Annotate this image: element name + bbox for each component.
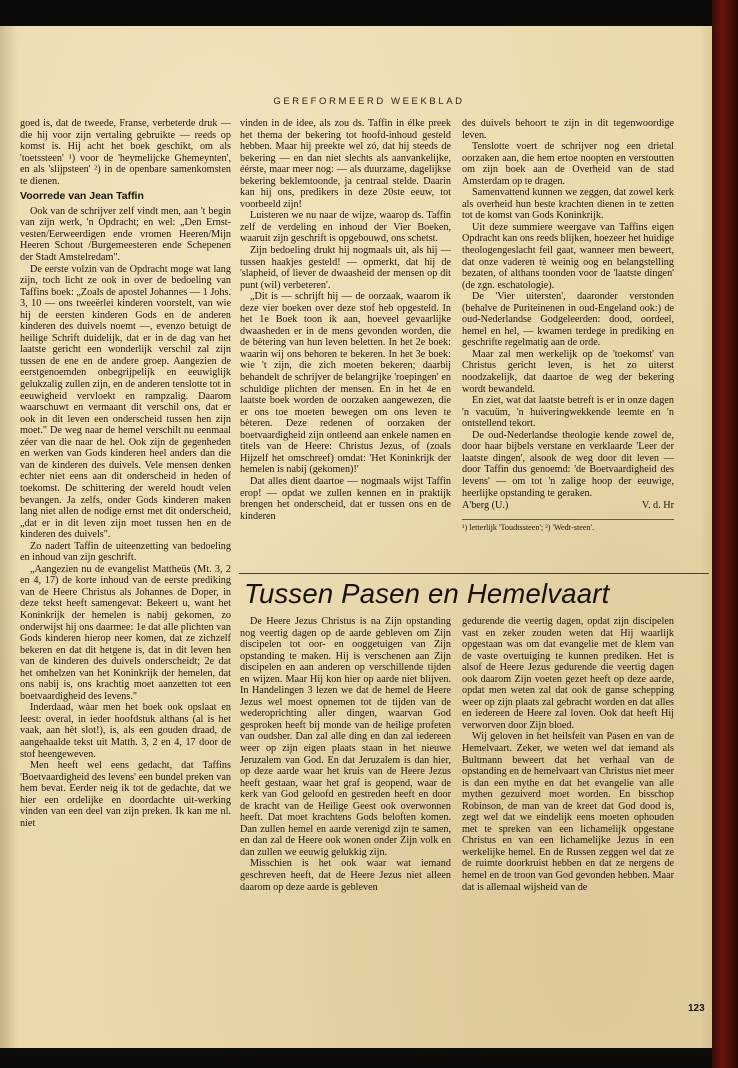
article-divider bbox=[239, 573, 709, 574]
paragraph: Wij geloven in het heilsfeit van Pasen en van de Hemelvaart. Zeker, we weten wel dat iemand als Bultmann beweert dat het verhaal van de opstanding en de hemelvaart van Christus niet meer is dan een mythe en dat het evangelie van alle mythen gezuiverd moet worden. En bisschop Robinson, de man van de kreet dat God dood is, zegt wel dat we eindelijk eens moeten ophouden met te spreken van een lichamelijk opgestane Christus en van een lichamelijke Jezus in een werkelijke hemel. En de Russen zeggen wel dat ze de ruimte doorkruist hebben en dat ze nergens de hemel en de troon van God gevonden hebben. Maar dat is allemaal wijsheid van de bbox=[462, 731, 674, 893]
column-1 bbox=[20, 118, 231, 1003]
signature-place: A'berg (U.) bbox=[462, 500, 509, 512]
article-2-column-right bbox=[462, 616, 674, 1003]
paragraph: Tenslotte voert de schrijver nog een drietal oorzaken aan, die hem ertoe noopten en verstoutten om zijn boek aan de Overheid van de stad Amsterdam op te dragen. bbox=[462, 141, 674, 187]
red-binding-edge bbox=[712, 0, 738, 1068]
paragraph: Inderdaad, wàar men het boek ook opslaat en leest: overal, in ieder hoofdstuk althans (al is het vaak, aan hèt slot!), is, als een gouden draad, de aangehaalde tekst uit Matth. 3, 2 en 4, 17 door de stof heengeweven. bbox=[20, 702, 231, 760]
paragraph: goed is, dat de tweede, Franse, verbeterde druk — die hij voor zijn vertaling gebruikte — reeds op komst is. Hij acht het boek geschikt, om als 'toetssteen' ¹) voor de 'heymelijcke Ghemeynten', en als 'slijpsteen' ²) in de openbare samenkomsten te dienen. bbox=[20, 118, 231, 187]
paragraph: vinden in de idee, als zou ds. Taffin in élke preek het thema der bekering tot hoofd-inhoud gesteld hebben. Maar hij preekte wel zó, dat hij steeds de bekering — en dan niet slechts als aanvankelijke, éérste, maar meer nog: — als duurzame, dagelijkse bekering beklemtoonde, ja centraal stelde. Daarin kan hij ons, predikers in deze 20ste eeuw, tot voorbeeld zijn! bbox=[240, 118, 451, 210]
paragraph: De Heere Jezus Christus is na Zijn opstanding nog veertig dagen op de aarde gebleven om Zijn discipelen tot oor- en ooggetuigen van Zijn opstanding te maken. Hij is verschenen aan Zijn discipelen en aan anderen op verschillende tijden en wijzen. Maar Hij kon hier op aarde niet blijven. In Handelingen 3 lezen we dat de hemel de Heere Jezus wel moest opnemen tot de tijden van de wederoprichting aller dingen, waarvan God gesproken heeft bij monde van de heilige profeten van oudsher. Dan zal alle ding en dan zal iedereen weer op zijn eigen plaats staan in het nieuwe Jeruzalem van God. En dat Jeruzalem is dan hier, op deze aarde waar het kruis van de Heere Jezus heeft gestaan, waar het graf is geopend, waar de kerk van God geloofd en gestreden heeft en door de kracht van de Heilige Geest ook overwonnen heeft. Dat moet krachtens Gods beloften komen. Dan zullen hemel en aarde verenigd zijn te samen, en dan zal de Heere ook wonen onder Zijn volk en dan zullen we eeuwig gelukkig zijn. bbox=[240, 616, 451, 858]
column-2 bbox=[240, 118, 451, 568]
page-number: 123 bbox=[688, 1003, 705, 1014]
paragraph: Ook van de schrijver zelf vindt men, aan 't begin van zijn werk, 'n Opdracht; en wel: „Den Ernst-vesten/Eerweerdigen ende vromen Heeren/Mijn Heeren Schout /Burgemeesteren ende Schepenen der Stadt Amstelredam". bbox=[20, 205, 231, 264]
paragraph: Dat alles dient daartoe — nogmaals wijst Taffin erop! — opdat we zullen kennen en in praktijk brengen het onderscheid, dat er tussen ons en de kinderen bbox=[240, 475, 451, 522]
paragraph: Zo nadert Taffin de uiteenzetting van bedoeling en inhoud van zijn geschrift. bbox=[20, 540, 231, 564]
paragraph: Zijn bedoeling drukt hij nogmaals uit, als hij — tussen haakjes gesteld! — opmerkt, dat hij de 'slapheid, of liever de dwaasheid der mensen op dit punt (wil) verbeteren'. bbox=[240, 245, 451, 291]
paragraph: De oud-Nederlandse theologie kende zowel de, door haar bijbels verstane en verklaarde 'Leer der laatste dingen', alsook de weg door dit leven — door Taffin dus genoemd: 'de Boetvaardigheid des levens' — om tot 'n zalige hoop der eeuwige, heerlijke opstanding te geraken. bbox=[462, 429, 674, 499]
paragraph: des duivels behoort te zijn in dit tegenwoordige leven. bbox=[462, 118, 674, 141]
paragraph: „Dit is — schrijft hij — de oorzaak, waarom ik deze vier boeken over deze stof heb opgesteld. In het 1e Boek toon ik aan, hoeveel gevaarlijke dwaasheden er in de mens gevonden worden, die de bètering van hun leven beletten. In het 2e boek: waarin wij ons behoren te bekeren. In het 3e boek: wie 't zijn, die zich moeten bekeren; daarbij behandelt de schrijver de belangrijke 'roepingen' en schuldige plichten der mensen. En in het 4e en laatste boek worden de oorzaken aangewezen, die er ons toe moeten bewegen om ons leven te bèteren. Deze redenen of oorzaken der boetvaardigheid zijn ontleend aan enkele namen en titels van de Heere: Christus Jezus, of (zoals Hijzelf het omschreef) omdat: 'Het Koninkrijk der hemelen is nabij (gekomen)!' bbox=[240, 291, 451, 476]
article-2-column-left bbox=[240, 616, 451, 1003]
paragraph: En ziet, wat dat laatste betreft is er in onze dagen 'n vacuüm, 'n huiveringwekkende leemte en 'n ontstellend tekort. bbox=[462, 395, 674, 430]
paragraph: gedurende die veertig dagen, opdat zijn discipelen vast en zeker zouden weten dat Hij waarlijk opgestaan was om dat evangelie met de klem van de vaste overtuiging te kunnen prediken. Het is alsof de Heere Jezus gedurende die veertig dagen ook daarom Zijn voeten gezet heeft op deze aarde, opdat men weten zal dat ook de ganse schepping weer op zijn plaats zal gebracht worden en dat alles en iedereen de Heere zal loven. Ook dat heeft Hij verworven door Zijn bloed. bbox=[462, 616, 674, 731]
section-subheading: Voorrede van Jean Taffin bbox=[20, 190, 144, 203]
paragraph: De eerste volzin van de Opdracht moge wat lang zijn, toch licht ze ook in over de bedoeling van Taffins boek: „Zoals de apostel Johannes — 1 Johs. 3, 10 — ons tweeërlei kinderen voorstelt, van wie hij de eersten kinderen Gods en de anderen kinderen des duivels noemt —, evenzo betuigt de heilige Schrift duidelijk, dat er in de dag van het laatste gericht een wonderlijk verschil zal zijn tussen de ene en de andere groep. Aangezien de eerstgenoemden onbegrijpelijk en eeuwiglijk gelukzalig zullen zijn, en de anderen tenslotte tot in eeuwigheid vervloekt en rampzalig. Daarom waarschuwt en vermaant dit verschil ons, dat er ook in dit leven een onderscheid tussen hen zijn moet." De weg naar de hemel verschilt nu eenmaal zéer van die naar de hel. Ook zijn de gegenheden en werken van Gods kinderen heel anders dan die van de kinderen des duivels. Vele mensen denken echter niet eens aan dit onderscheid in heden of toekomst. De schittering der wereld houdt velen bevangen. Ja zelfs, onder Gods kinderen maken lang niet allen de nodige ernst met dit onderscheid, „dat er in dit leven zijn moet tussen hen en de kinderen des duivels". bbox=[20, 263, 231, 541]
paragraph: Luisteren we nu naar de wijze, waarop ds. Taffin zelf de verdeling en inhoud der Vier Boeken, waaruit zijn geschrift is opgebouwd, ons schetst. bbox=[240, 210, 451, 245]
paragraph: „Aangezien nu de evangelist Mattheüs (Mt. 3, 2 en 4, 17) de korte inhoud van de eerste prediking van de Heere Christus als Johannes de Doper, in deze tekst heeft samengevat: Bekeert u, want het Koninkrijk der hemelen is nabij gekomen, zo onderwijst hij ons daarmee: 1e dat alle plichten van Gods kinderen hierop neer komen, dat ze zichzelf bekeren en dat dit hetgene is, dat in dit leven hen van de kinderen des duivels onderscheidt; 2e dat het omhelzen van het Koninkrijk der hemelen, dat ons nabij is, ons krachtig moet aanzetten tot een boetvaardigheid des levens." bbox=[20, 563, 231, 702]
signature-author: V. d. Hr bbox=[641, 500, 674, 512]
paragraph: De 'Vier uitersten', daaronder verstonden (behalve de Puriteinenen in oud-Engeland ook:) de oud-Nederlandse Godgeleerden: dood, oordeel, hemel en hel, — kwamen terdege in prediking en geschrifte regelmatig aan de orde. bbox=[462, 291, 674, 349]
running-header: GEREFORMEERD WEEKBLAD bbox=[273, 96, 465, 107]
footnote: ¹) letterlijk 'Toudtssteen'; ²) 'Wedt-steen'. bbox=[462, 519, 674, 533]
paragraph: Men heeft wel eens gedacht, dat Taffins 'Boetvaardigheid des levens' een bundel preken van hem bevat. Eerder neig ik tot de gedachte, dat we hier een ordelijke en doordachte uit-werking vinden van een deel van zijn preken. Ik kan me nl. niet bbox=[20, 760, 231, 829]
column-3 bbox=[462, 118, 674, 570]
paragraph: Samenvattend kunnen we zeggen, dat zowel kerk als overheid hun beste krachten dienen in te zetten tot de komst van Gods Koninkrijk. bbox=[462, 187, 674, 222]
paragraph: Uit deze summiere weergave van Taffins eigen Opdracht kan ons reeds blijken, hoezeer het huidige theologengeslacht feil gaat, wanneer men beweert, dat onze vaderen tè weinig oog en belangstelling bezaten, of althans toonden voor de 'laatste dingen' (de zgn. eschatologie). bbox=[462, 221, 674, 291]
paragraph: Misschien is het ook waar wat iemand geschreven heeft, dat de Heere Jezus niet alleen daarom op deze aarde is gebleven bbox=[240, 858, 451, 893]
article-headline: Tussen Pasen en Hemelvaart bbox=[244, 578, 610, 609]
signature-line bbox=[462, 500, 674, 512]
paragraph: Maar zal men werkelijk op de 'toekomst' van Christus gericht leven, is het zo uiterst noodzakelijk, dat daartoe de weg der bekering wordt bewandeld. bbox=[462, 348, 674, 395]
